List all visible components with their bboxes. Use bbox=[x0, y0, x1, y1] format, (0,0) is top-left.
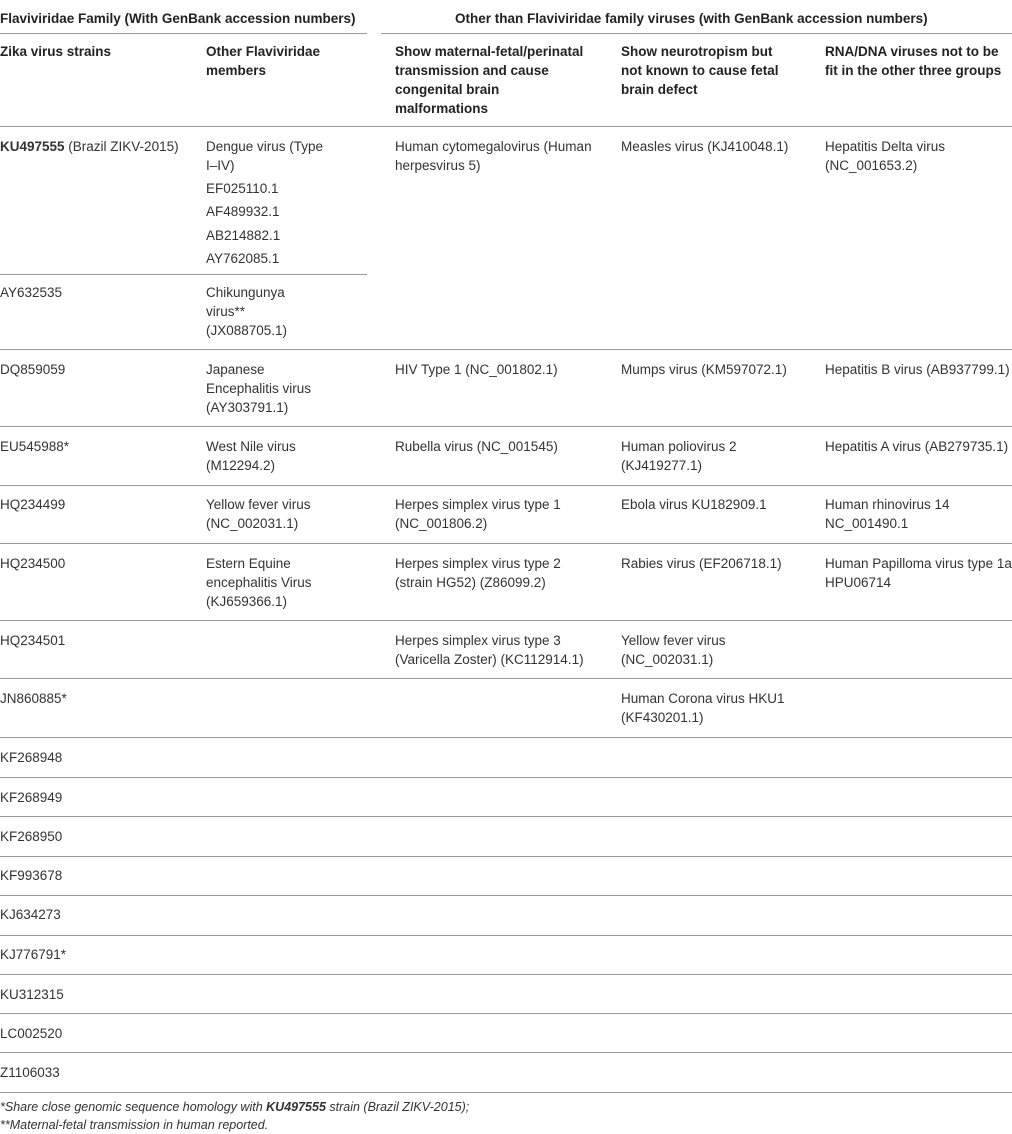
header-group-flaviviridae: Flaviviridae Family (With GenBank accession numbers) bbox=[0, 11, 356, 26]
footnote-2: **Maternal-fetal transmission in human reported. bbox=[0, 1118, 269, 1132]
cell-neuro-8-line: (KF430201.1) bbox=[621, 710, 704, 725]
cell-zika-5: HQ234499 bbox=[0, 497, 66, 512]
cell-zika-strain: KF268949 bbox=[0, 790, 63, 805]
cell-neuro-8-line: Human Corona virus HKU1 bbox=[621, 691, 785, 706]
table-rule bbox=[0, 485, 1012, 486]
cell-maternal-4-line: Rubella virus (NC_001545) bbox=[395, 439, 558, 454]
cell-neuro-7-line: Yellow fever virus bbox=[621, 633, 726, 648]
cell-flavi-1-line: I–IV) bbox=[206, 158, 235, 173]
cell-zika-strain: Z1106033 bbox=[0, 1065, 60, 1080]
cell-flavi-1-line: EF025110.1 bbox=[206, 181, 279, 196]
cell-flavi-1-line: Dengue virus (Type bbox=[206, 139, 324, 154]
table-rule bbox=[0, 274, 367, 275]
cell-rna-5-line: Human rhinovirus 14 bbox=[825, 497, 950, 512]
table-rule bbox=[0, 935, 1012, 936]
column-header-rna-dna-line: fit in the other three groups bbox=[825, 63, 1002, 78]
column-header-zika: Zika virus strains bbox=[0, 44, 112, 59]
column-header-maternal-line: Show maternal-fetal/perinatal bbox=[395, 44, 584, 59]
cell-flavi-3-line: (AY303791.1) bbox=[206, 400, 289, 415]
cell-maternal-3-line: HIV Type 1 (NC_001802.1) bbox=[395, 362, 558, 377]
cell-zika-2: AY632535 bbox=[0, 285, 63, 300]
cell-rna-5-line: NC_001490.1 bbox=[825, 516, 909, 531]
cell-maternal-5-line: Herpes simplex virus type 1 bbox=[395, 497, 561, 512]
cell-flavi-1-line: AB214882.1 bbox=[206, 228, 281, 243]
footnote-1-strain: KU497555 bbox=[266, 1100, 326, 1114]
cell-flavi-2-line: Chikungunya bbox=[206, 285, 285, 300]
cell-neuro-3-line: Mumps virus (KM597072.1) bbox=[621, 362, 787, 377]
cell-flavi-2-line: virus** bbox=[206, 304, 246, 319]
cell-flavi-4-line: West Nile virus bbox=[206, 439, 296, 454]
cell-zika-strain: KF268948 bbox=[0, 750, 63, 765]
cell-flavi-6-line: (KJ659366.1) bbox=[206, 594, 288, 609]
table-rule bbox=[0, 349, 1012, 350]
cell-maternal-7-line: (Varicella Zoster) (KC112914.1) bbox=[395, 652, 584, 667]
cell-neuro-4-line: Human poliovirus 2 bbox=[621, 439, 737, 454]
cell-flavi-1-line: AF489932.1 bbox=[206, 204, 280, 219]
cell-zika-3: DQ859059 bbox=[0, 362, 66, 377]
cell-zika-6: HQ234500 bbox=[0, 556, 66, 571]
table-rule bbox=[0, 126, 1012, 127]
cell-zika-strain: KU312315 bbox=[0, 987, 64, 1002]
header-group-other: Other than Flaviviridae family viruses (with GenBank accession numbers) bbox=[455, 11, 928, 26]
cell-rna-4-line: Hepatitis A virus (AB279735.1) bbox=[825, 439, 1009, 454]
cell-zika-1-accession: KU497555 bbox=[0, 139, 65, 154]
table-rule bbox=[0, 678, 1012, 679]
cell-flavi-3-line: Japanese bbox=[206, 362, 265, 377]
table-rule bbox=[0, 737, 1012, 738]
column-header-rna-dna-line: RNA/DNA viruses not to be bbox=[825, 44, 999, 59]
cell-flavi-1-line: AY762085.1 bbox=[206, 251, 280, 266]
cell-flavi-6-line: encephalitis Virus bbox=[206, 575, 312, 590]
table-rule bbox=[381, 33, 1012, 34]
cell-flavi-5-line: Yellow fever virus bbox=[206, 497, 311, 512]
cell-rna-3-line: Hepatitis B virus (AB937799.1) bbox=[825, 362, 1010, 377]
column-header-neurotropism-line: brain defect bbox=[621, 82, 698, 97]
footnote-1-end: strain (Brazil ZIKV-2015); bbox=[325, 1100, 470, 1114]
cell-flavi-5-line: (NC_002031.1) bbox=[206, 516, 299, 531]
cell-zika-strain: KJ776791* bbox=[0, 947, 67, 962]
cell-zika-1-note: (Brazil ZIKV-2015) bbox=[64, 139, 179, 154]
column-header-maternal-line: congenital brain bbox=[395, 82, 500, 97]
cell-zika-1 bbox=[0, 137, 179, 156]
footnote-1 bbox=[0, 1099, 469, 1116]
column-header-flaviviridae-line: members bbox=[206, 63, 267, 78]
cell-flavi-6-line: Estern Equine bbox=[206, 556, 291, 571]
table-rule bbox=[0, 620, 1012, 621]
cell-rna-6-line: Human Papilloma virus type 1a bbox=[825, 556, 1012, 571]
column-header-neurotropism-line: not known to cause fetal bbox=[621, 63, 779, 78]
cell-maternal-5-line: (NC_001806.2) bbox=[395, 516, 488, 531]
cell-neuro-5-line: Ebola virus KU182909.1 bbox=[621, 497, 767, 512]
table-rule bbox=[0, 974, 1012, 975]
footnote-1-start: *Share close genomic sequence homology with bbox=[0, 1100, 267, 1114]
table-rule bbox=[0, 816, 1012, 817]
table-rule bbox=[0, 1052, 1012, 1053]
table-rule bbox=[0, 1013, 1012, 1014]
cell-maternal-6-line: (strain HG52) (Z86099.2) bbox=[395, 575, 546, 590]
cell-neuro-6-line: Rabies virus (EF206718.1) bbox=[621, 556, 782, 571]
column-header-neurotropism-line: Show neurotropism but bbox=[621, 44, 773, 59]
cell-zika-strain: KF268950 bbox=[0, 829, 63, 844]
cell-zika-strain: KF993678 bbox=[0, 868, 63, 883]
cell-zika-8: JN860885* bbox=[0, 691, 67, 706]
table-rule bbox=[0, 543, 1012, 544]
cell-maternal-6-line: Herpes simplex virus type 2 bbox=[395, 556, 561, 571]
cell-neuro-1-line: Measles virus (KJ410048.1) bbox=[621, 139, 789, 154]
cell-rna-6-line: HPU06714 bbox=[825, 575, 892, 590]
cell-zika-strain: LC002520 bbox=[0, 1026, 63, 1041]
cell-flavi-2-line: (JX088705.1) bbox=[206, 323, 288, 338]
column-header-maternal-line: transmission and cause bbox=[395, 63, 549, 78]
cell-maternal-1-line: Human cytomegalovirus (Human bbox=[395, 139, 592, 154]
column-header-maternal-line: malformations bbox=[395, 101, 489, 116]
cell-maternal-1-line: herpesvirus 5) bbox=[395, 158, 481, 173]
cell-flavi-3-line: Encephalitis virus bbox=[206, 381, 312, 396]
table-rule bbox=[0, 895, 1012, 896]
table-rule bbox=[0, 856, 1012, 857]
cell-maternal-7-line: Herpes simplex virus type 3 bbox=[395, 633, 561, 648]
column-header-flaviviridae-line: Other Flaviviridae bbox=[206, 44, 321, 59]
cell-rna-1-line: (NC_001653.2) bbox=[825, 158, 918, 173]
cell-neuro-7-line: (NC_002031.1) bbox=[621, 652, 714, 667]
cell-flavi-4-line: (M12294.2) bbox=[206, 458, 276, 473]
cell-rna-1-line: Hepatitis Delta virus bbox=[825, 139, 946, 154]
cell-zika-7: HQ234501 bbox=[0, 633, 66, 648]
table-rule bbox=[0, 33, 367, 34]
table-rule bbox=[0, 777, 1012, 778]
cell-neuro-4-line: (KJ419277.1) bbox=[621, 458, 703, 473]
cell-zika-strain: KJ634273 bbox=[0, 907, 61, 922]
table-rule bbox=[0, 426, 1012, 427]
table-rule bbox=[0, 1092, 1012, 1093]
cell-zika-4: EU545988* bbox=[0, 439, 70, 454]
